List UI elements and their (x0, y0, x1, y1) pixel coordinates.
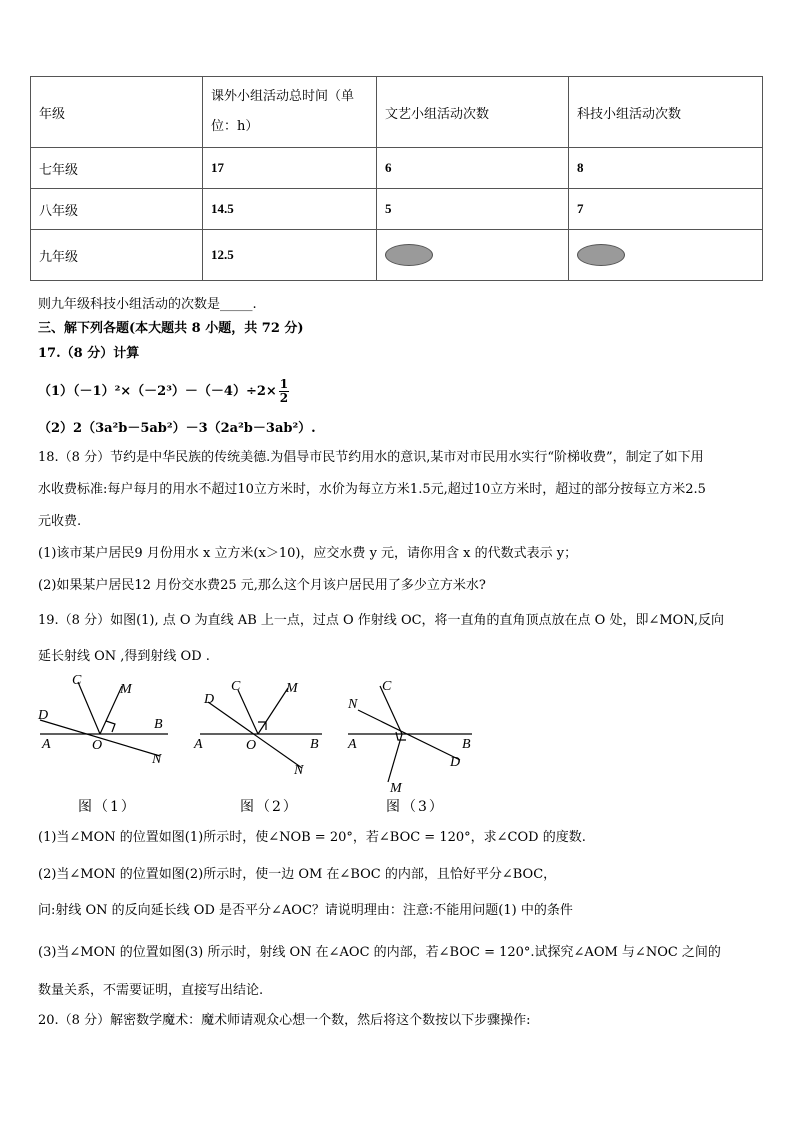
table-row: 八年级 14.5 5 7 (31, 189, 763, 230)
header-tech-count: 科技小组活动次数 (569, 77, 763, 148)
table-row: 七年级 17 6 8 (31, 148, 763, 189)
q19-sub3a: (3)当∠MON 的位置如图(3) 所示时，射线 ON 在∠AOC 的内部，若∠BOC = 120°.试探究∠AOM 与∠NOC 之间的 (38, 945, 721, 960)
q18-line1: 18.（8 分）节约是中华民族的传统美德.为倡导市民节约用水的意识,某市对市民用水实行“阶梯收费”，制定了如下用 (38, 450, 704, 465)
figure-caption-2: 图（2） (240, 799, 299, 815)
q18-sub1: (1)该市某户居民9 月份用水 x 立方米(x＞10)，应交水费 y 元，请你用含 x 的代数式表示 y； (38, 546, 578, 561)
q19-sub2a: (2)当∠MON 的位置如图(2)所示时，使一边 OM 在∠BOC 的内部，且恰好平分∠BOC， (38, 867, 557, 882)
q17-title: 17.（8 分）计算 (38, 346, 140, 361)
svg-text:A: A (42, 737, 51, 752)
section-heading: 三、解下列各题(本大题共 8 小题，共 72 分) (38, 321, 304, 336)
fraction: $\frac{1}{2}$ (279, 377, 289, 405)
q19-line1: 19.（8 分）如图(1), 点 O 为直线 AB 上一点，过点 O 作射线 OC，将一直角的直角顶点放在点 O 处，即∠MON,反向 (38, 613, 725, 628)
svg-text:A: A (348, 737, 357, 752)
q17-part1: （1）（－1）²×（－2³）－（－4）÷2× $\frac{1}{2}$ (38, 377, 289, 405)
figure-1 (40, 682, 168, 756)
svg-text:N: N (294, 763, 304, 778)
q17-part2: （2）2（3a²b－5ab²）－3（2a²b－3ab²）. (38, 421, 316, 436)
figure-2 (200, 688, 322, 768)
svg-text:N: N (348, 697, 358, 712)
q19-sub3b: 数量关系，不需要证明，直接写出结论. (38, 983, 264, 998)
svg-text:O: O (246, 738, 257, 753)
svg-text:B: B (154, 717, 163, 732)
svg-text:B: B (310, 737, 319, 752)
header-arts-count: 文艺小组活动次数 (377, 77, 569, 148)
q18-line3: 元收费. (38, 514, 82, 529)
figure-caption-3: 图（3） (386, 799, 445, 815)
svg-text:M: M (390, 781, 402, 796)
svg-text:D: D (450, 755, 461, 770)
svg-text:M: M (286, 681, 298, 696)
q19-sub1: (1)当∠MON 的位置如图(1)所示时，使∠NOB = 20°，若∠BOC = 120°，求∠COD 的度数. (38, 830, 586, 845)
covered-value-oval (385, 244, 433, 266)
svg-text:C: C (231, 679, 241, 694)
q19-sub2b: 问:射线 ON 的反向延长线 OD 是否平分∠AOC？请说明理由：注意:不能用问题(1) 中的条件 (38, 903, 573, 918)
svg-text:C: C (72, 673, 82, 688)
covered-value-oval (577, 244, 625, 266)
q19-line2: 延长射线 ON ,得到射线 OD . (38, 649, 210, 664)
header-grade: 年级 (31, 77, 203, 148)
header-total-time: 课外小组活动总时间（单 位：h） (203, 77, 377, 148)
svg-text:D: D (204, 692, 215, 707)
svg-text:N: N (152, 752, 162, 767)
figure-caption-1: 图（1） (78, 799, 137, 815)
svg-text:C: C (382, 679, 392, 694)
svg-text:M: M (120, 682, 132, 697)
q18-sub2: (2)如果某户居民12 月份交水费25 元,那么这个月该户居民用了多少立方米水? (38, 578, 486, 593)
svg-text:A: A (194, 737, 203, 752)
q16-tail: 则九年级科技小组活动的次数是_____. (38, 297, 257, 312)
table-row: 九年级 12.5 (31, 230, 763, 281)
table-header-row (31, 77, 763, 148)
svg-text:O: O (92, 738, 103, 753)
q20-line1: 20.（8 分）解密数学魔术：魔术师请观众心想一个数，然后将这个数按以下步骤操作: (38, 1013, 531, 1028)
angle-figures (30, 670, 471, 800)
q18-line2: 水收费标准:每户每月的用水不超过10立方米时，水价为每立方米1.5元,超过10立方米时，超过的部分按每立方米2.5 (38, 482, 706, 497)
svg-text:B: B (462, 737, 471, 752)
svg-text:D: D (38, 708, 49, 723)
activity-table (30, 76, 763, 281)
